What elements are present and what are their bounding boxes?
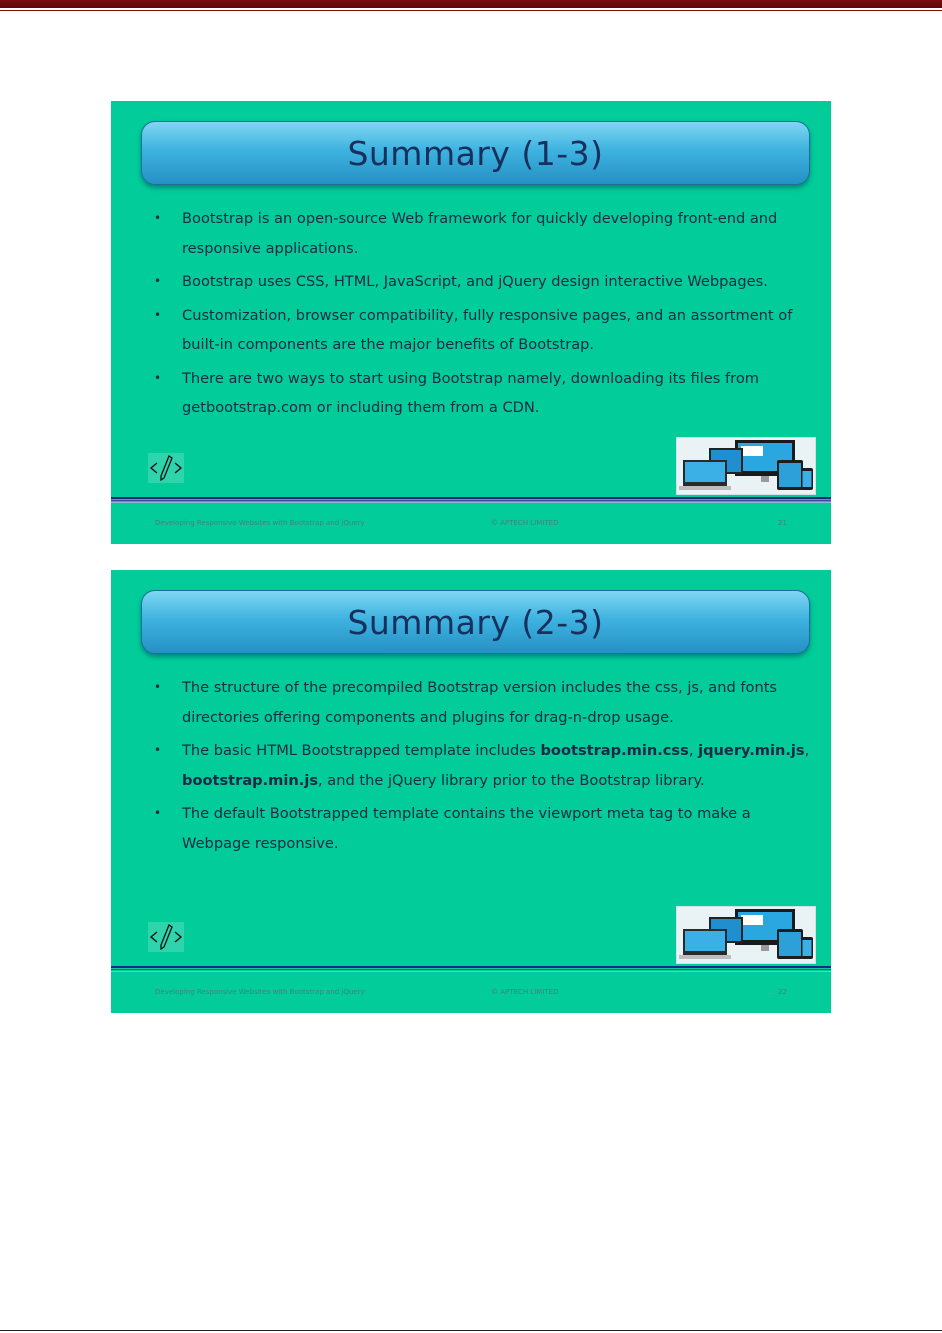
bullet-text-bold: bootstrap.min.js	[182, 771, 319, 789]
bullet-dot: •	[154, 680, 162, 694]
bullet-text: ,	[688, 742, 699, 759]
slide-title-bar	[141, 121, 810, 185]
bullet-dot: •	[154, 370, 162, 385]
slide-2	[111, 570, 831, 1013]
slide-1	[111, 101, 831, 544]
footer-divider	[111, 497, 831, 505]
bullet-text: , and the jQuery library prior to the Bootstrap library.	[318, 771, 705, 789]
bullet-item	[151, 267, 823, 297]
slide-footer	[111, 519, 831, 533]
responsive-devices-icon	[676, 906, 816, 964]
bullet-text-bold: jquery.min.js	[698, 742, 805, 759]
bullet-text: The default Bootstrapped template contains the viewport meta tag to make a Webpage responsive.	[182, 805, 751, 852]
footer-copyright: © APTECH LIMITED	[491, 519, 559, 527]
slide-footer	[111, 988, 831, 1002]
bullet-list	[151, 673, 823, 862]
bullet-dot: •	[154, 743, 162, 757]
footer-divider	[111, 966, 831, 974]
code-pen-icon	[148, 922, 184, 952]
slide-title: Summary (2-3)	[347, 602, 604, 642]
slide-title: Summary (1-3)	[347, 133, 604, 173]
slide-title-bar	[141, 590, 810, 654]
bullet-text-bold: bootstrap.min.css	[540, 742, 689, 759]
responsive-devices-icon	[676, 437, 816, 495]
page-footer-rule	[0, 1330, 942, 1331]
bullet-text: Bootstrap uses CSS, HTML, JavaScript, and jQuery design interactive Webpages.	[182, 273, 768, 290]
bullet-item	[151, 204, 823, 263]
bullet-text: The basic HTML Bootstrapped template includes	[182, 742, 541, 759]
footer-copyright: © APTECH LIMITED	[491, 988, 559, 996]
code-pen-icon	[148, 453, 184, 483]
bullet-item	[151, 673, 823, 732]
bullet-text: There are two ways to start using Bootstrap namely, downloading its files from getbootstrap.com or including them from a CDN.	[182, 369, 759, 416]
footer-page-number: 22	[778, 988, 787, 996]
bullet-item	[151, 799, 823, 858]
bullet-list	[151, 204, 823, 427]
footer-page-number: 21	[778, 519, 787, 527]
bullet-dot: •	[154, 307, 162, 322]
bullet-dot: •	[154, 806, 162, 820]
bullet-text: The structure of the precompiled Bootstrap version includes the css, js, and fonts directories offering components and plugins for drag-n-drop usage.	[182, 679, 778, 726]
footer-course: Developing Responsive Websites with Bootstrap and jQuery	[155, 988, 365, 996]
bullet-dot: •	[154, 211, 162, 225]
page-header-rule	[0, 0, 942, 8]
bullet-item	[151, 364, 823, 423]
footer-course: Developing Responsive Websites with Bootstrap and jQuery	[155, 519, 365, 527]
bullet-text: Bootstrap is an open-source Web framework for quickly developing front-end and responsive applications.	[182, 210, 778, 257]
bullet-item	[151, 736, 823, 795]
bullet-text: Customization, browser compatibility, fully responsive pages, and an assortment of built-in components are the major benefits of Bootstrap.	[182, 306, 793, 353]
bullet-item	[151, 301, 823, 360]
bullet-dot: •	[154, 274, 162, 288]
bullet-text: ,	[804, 742, 810, 759]
